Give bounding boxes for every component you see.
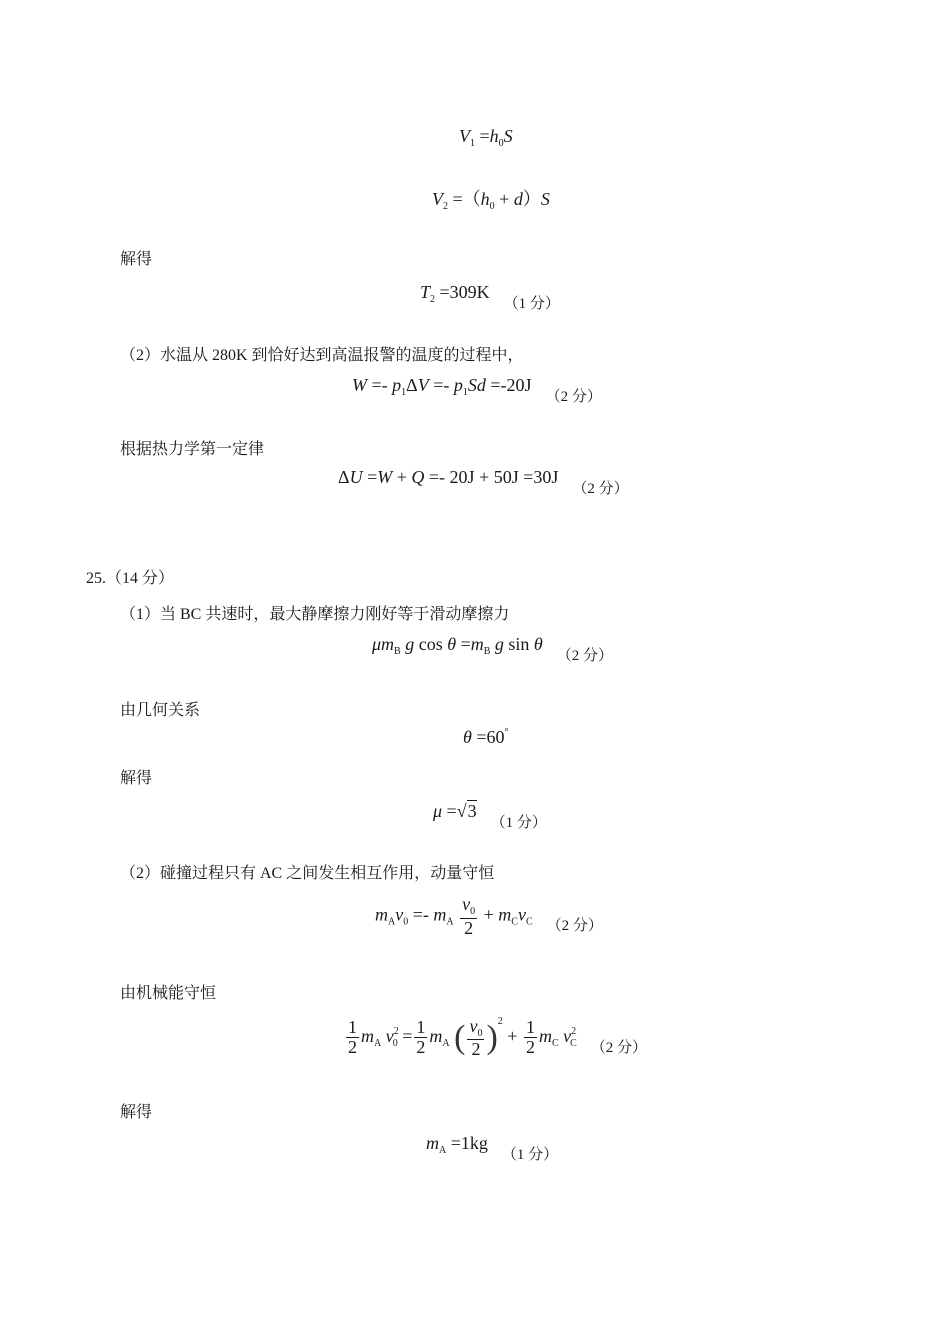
equation-momentum: $m_Av_0 =- m_A$ $\frac{v_0}{2}$ + $m_Cv_C$ $_{(2 分)}$ xyxy=(375,894,603,938)
score-momentum: （2 分） xyxy=(546,918,603,935)
fraction-half-2: $\frac{1}{2}$ xyxy=(416,1017,426,1058)
equation-delta-u: $\Delta U =W + Q =- 20J + 50J =30J_{(2 分)}$ xyxy=(338,467,629,497)
t2-value: 309K xyxy=(449,282,490,302)
equation-work: $W =- p_1\Delta V =- p_1Sd =-20J_{(2 分)}$ xyxy=(352,375,602,405)
ma-value: 1kg xyxy=(460,1133,488,1153)
score-work: （2 分） xyxy=(545,389,602,405)
fraction-half-3: $\frac{1}{2}$ xyxy=(525,1017,535,1058)
equation-energy: $\frac{1}{2}$ $m_A$ $v^2_0$ = $\frac{1}{2}$ $m_A$ ( $\frac{v_0}{2}$ )$^2$ + $\frac{1}{2}$ $m_C$ $v^2_C$ $_{(2 分)}$ xyxy=(348,1015,648,1060)
equation-t2: $T_2 =309K_{(1 分)}$ xyxy=(420,282,560,312)
theta-value: 60 xyxy=(486,727,505,747)
work-value: 20J xyxy=(506,375,532,395)
text-part2-intro: （2）水温从 280K 到恰好达到高温报警的温度的过程中， xyxy=(120,347,524,364)
text-q25-part2: （2）碰撞过程只有 AC 之间发生相互作用，动量守恒 xyxy=(120,865,495,882)
equation-theta: θ =60° xyxy=(463,727,509,747)
text-jiede-1: 解得 xyxy=(120,251,153,268)
delta-u-value: 20J + 50J =30J xyxy=(449,467,559,487)
score-energy: （2 分） xyxy=(590,1040,648,1056)
score-mu: （1 分） xyxy=(490,815,547,831)
question-25-header: 25.（14 分） xyxy=(86,570,175,587)
equation-v1: $V_1 =h_0S$ xyxy=(459,126,513,149)
text-thermo-law: 根据热力学第一定律 xyxy=(120,441,265,458)
text-geometry: 由几何关系 xyxy=(120,702,201,719)
equation-mu: $\mu =√3_{(1 分)}$ xyxy=(433,801,547,831)
fraction-v0-over-2-sq: $\frac{v_0}{2}$ xyxy=(469,1015,483,1060)
text-jiede-2: 解得 xyxy=(120,770,153,787)
score-delta-u: （2 分） xyxy=(572,481,629,497)
equation-friction: $\mu m_B$ g $\cos \theta =m_B$ g $\sin \theta_{(2 分)}$ xyxy=(372,634,614,664)
fraction-half-1: $\frac{1}{2}$ xyxy=(348,1017,357,1058)
text-energy: 由机械能守恒 xyxy=(120,985,217,1002)
equation-v2: $V_2 =(h_0 + d)S$ xyxy=(432,189,550,212)
score-t2: （1 分） xyxy=(503,296,560,312)
equation-ma: $m_A =1kg_{(1 分)}$ xyxy=(426,1133,559,1163)
text-q25-part1: （1）当 BC 共速时，最大静摩擦力刚好等于滑动摩擦力 xyxy=(120,606,510,623)
score-ma: （1 分） xyxy=(501,1147,559,1163)
fraction-v0-over-2: $\frac{v_0}{2}$ xyxy=(462,894,476,938)
text-jiede-3: 解得 xyxy=(120,1104,153,1121)
score-friction: （2 分） xyxy=(556,648,614,664)
sqrt-argument: 3 xyxy=(467,801,477,821)
